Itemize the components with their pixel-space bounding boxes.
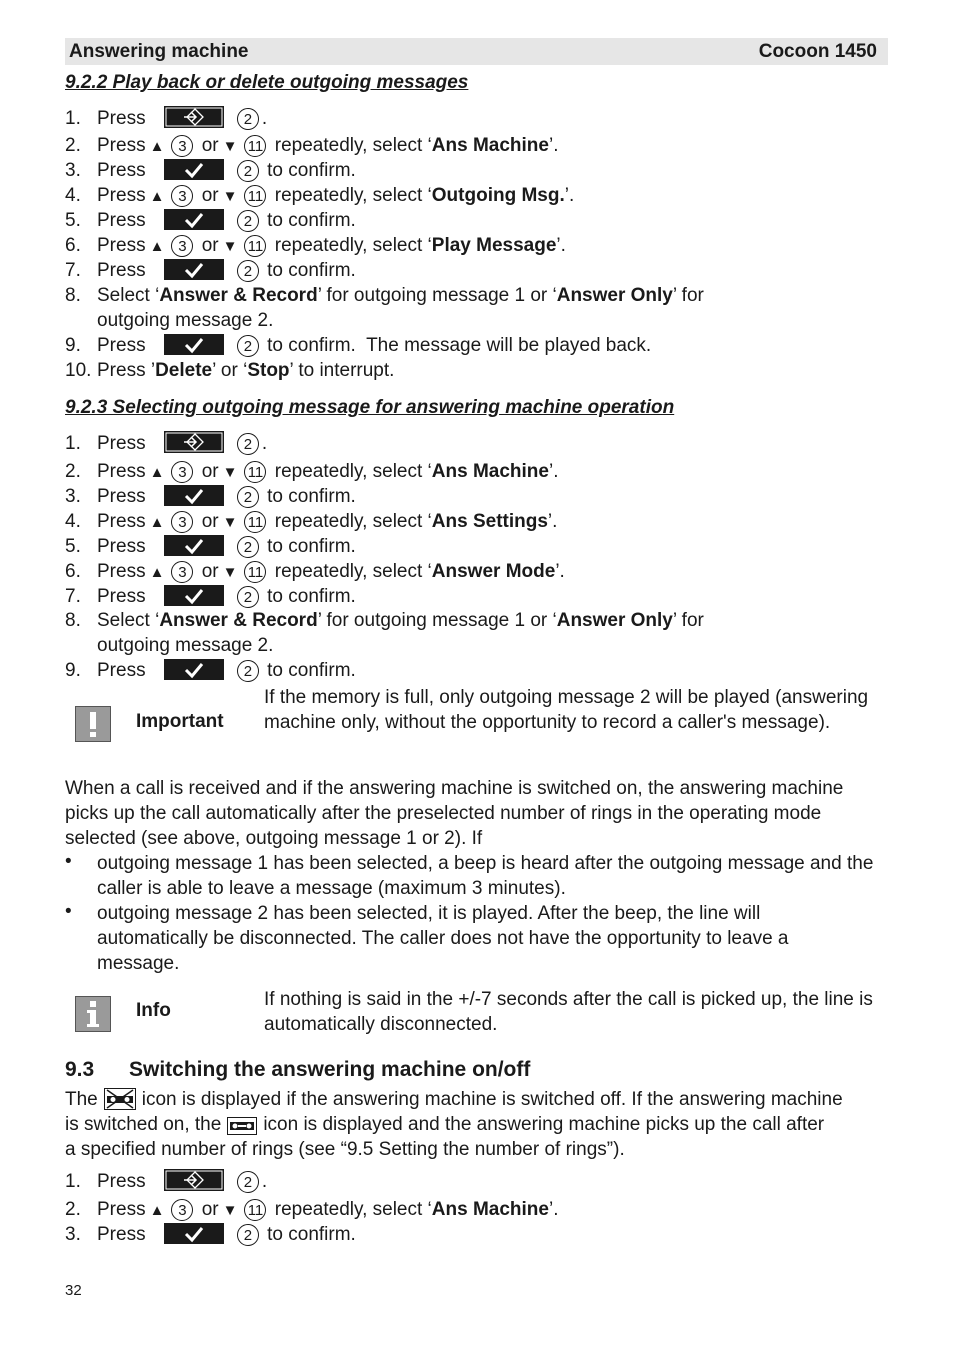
step-922-1: 1. Press 2 . — [65, 108, 268, 129]
step-923-2: 2. Press ▲ 3 or ▼ 11 repeatedly, select ‘Ans Machine’. — [65, 461, 559, 482]
bullet-item-1: outgoing message 1 has been selected, a beep is heard after the outgoing message and the caller is able to leave a message (maximum 3 minutes). — [97, 853, 874, 899]
step-923-3: 3. Press 2 to confirm. — [65, 486, 356, 507]
step-93-2: 2. Press ▲ 3 or ▼ 11 repeatedly, select ‘Ans Machine’. — [65, 1199, 559, 1220]
menu-key-icon — [164, 106, 224, 128]
subsection-title-922: 9.2.2 Play back or delete outgoing messages — [65, 72, 469, 93]
section-heading-93: 9.3 Switching the answering machine on/off — [65, 1058, 531, 1081]
step-93-1: 1. Press 2 . — [65, 1171, 268, 1192]
body-paragraph: When a call is received and if the answering machine is switched on, the answering machine picks up the call automatically after the preselected number of rings in the operating mode selected (see above, outgoing message 1 or 2). If — [65, 778, 844, 849]
step-922-2: 2. Press ▲ 3 or ▼ 11 repeatedly, select ‘Ans Machine’. — [65, 135, 559, 156]
step-923-4: 4. Press ▲ 3 or ▼ 11 repeatedly, select ‘Ans Settings’. — [65, 511, 558, 532]
section-93-line-3: a specified number of rings (see “9.5 Setting the number of rings”). — [65, 1139, 625, 1160]
step-922-8: 8. Select ‘Answer & Record’ for outgoing message 1 or ‘Answer Only’ for — [65, 285, 704, 306]
step-922-4: 4. Press ▲ 3 or ▼ 11 repeatedly, select ‘Outgoing Msg.’. — [65, 185, 575, 206]
step-922-5: 5. Press 2 to confirm. — [65, 210, 356, 231]
step-923-5: 5. Press 2 to confirm. — [65, 536, 356, 557]
ok-checkmark-icon — [164, 259, 224, 280]
section-93-line-1: The icon is displayed if the answering machine is switched off. If the answering machine — [65, 1087, 843, 1117]
page-number: 32 — [65, 1282, 82, 1299]
ok-checkmark-icon — [164, 535, 224, 556]
important-label: Important — [136, 711, 224, 732]
menu-key-icon — [164, 431, 224, 453]
section-93-line-2: is switched on, the icon is displayed and the answering machine picks up the call after — [65, 1112, 824, 1142]
info-text: If nothing is said in the +/-7 seconds after the call is picked up, the line is automatically disconnected. — [264, 989, 873, 1035]
step-922-8-cont: outgoing message 2. — [97, 310, 274, 331]
step-922-10: 10. Press ’Delete’ or ‘Stop’ to interrupt. — [65, 360, 395, 381]
ok-checkmark-icon — [164, 659, 224, 680]
bullet-symbol: • — [65, 901, 72, 922]
important-text: If the memory is full, only outgoing message 2 will be played (answering machine only, without the opportunity to record a caller's message). — [264, 687, 869, 733]
ok-checkmark-icon — [164, 485, 224, 506]
step-922-3: 3. Press 2 to confirm. — [65, 160, 356, 181]
step-923-8-cont: outgoing message 2. — [97, 635, 274, 656]
ok-checkmark-icon — [164, 334, 224, 355]
exclamation-icon — [75, 706, 111, 742]
subsection-title-923: 9.2.3 Selecting outgoing message for answering machine operation — [65, 397, 675, 418]
header-section: Answering machine — [69, 41, 249, 62]
step-923-9: 9. Press 2 to confirm. — [65, 660, 356, 681]
bullet-symbol: • — [65, 851, 72, 872]
key-number: 2 — [237, 108, 259, 130]
step-923-7: 7. Press 2 to confirm. — [65, 586, 356, 607]
step-922-6: 6. Press ▲ 3 or ▼ 11 repeatedly, select ‘Play Message’. — [65, 235, 566, 256]
ok-checkmark-icon — [164, 585, 224, 606]
ok-checkmark-icon — [164, 1223, 224, 1244]
step-922-7: 7. Press 2 to confirm. — [65, 260, 356, 281]
info-icon — [75, 996, 111, 1032]
up-arrow-icon: ▲ — [149, 138, 165, 155]
ok-checkmark-icon — [164, 159, 224, 180]
header-model: Cocoon 1450 — [758, 41, 877, 62]
step-923-8: 8. Select ‘Answer & Record’ for outgoing message 1 or ‘Answer Only’ for — [65, 610, 704, 631]
ok-checkmark-icon — [164, 209, 224, 230]
step-922-9: 9. Press 2 to confirm. The message will be played back. — [65, 335, 652, 356]
info-label: Info — [136, 1000, 171, 1021]
bullet-item-2: outgoing message 2 has been selected, it is played. After the beep, the line will automatically be disconnected. The caller does not have the opportunity to leave a message. — [97, 903, 789, 974]
step-923-1: 1. Press 2 . — [65, 433, 268, 454]
menu-key-icon — [164, 1169, 224, 1191]
step-923-6: 6. Press ▲ 3 or ▼ 11 repeatedly, select ‘Answer Mode’. — [65, 561, 565, 582]
down-arrow-icon: ▼ — [222, 138, 238, 155]
page-header — [65, 38, 888, 65]
step-93-3: 3. Press 2 to confirm. — [65, 1224, 356, 1245]
